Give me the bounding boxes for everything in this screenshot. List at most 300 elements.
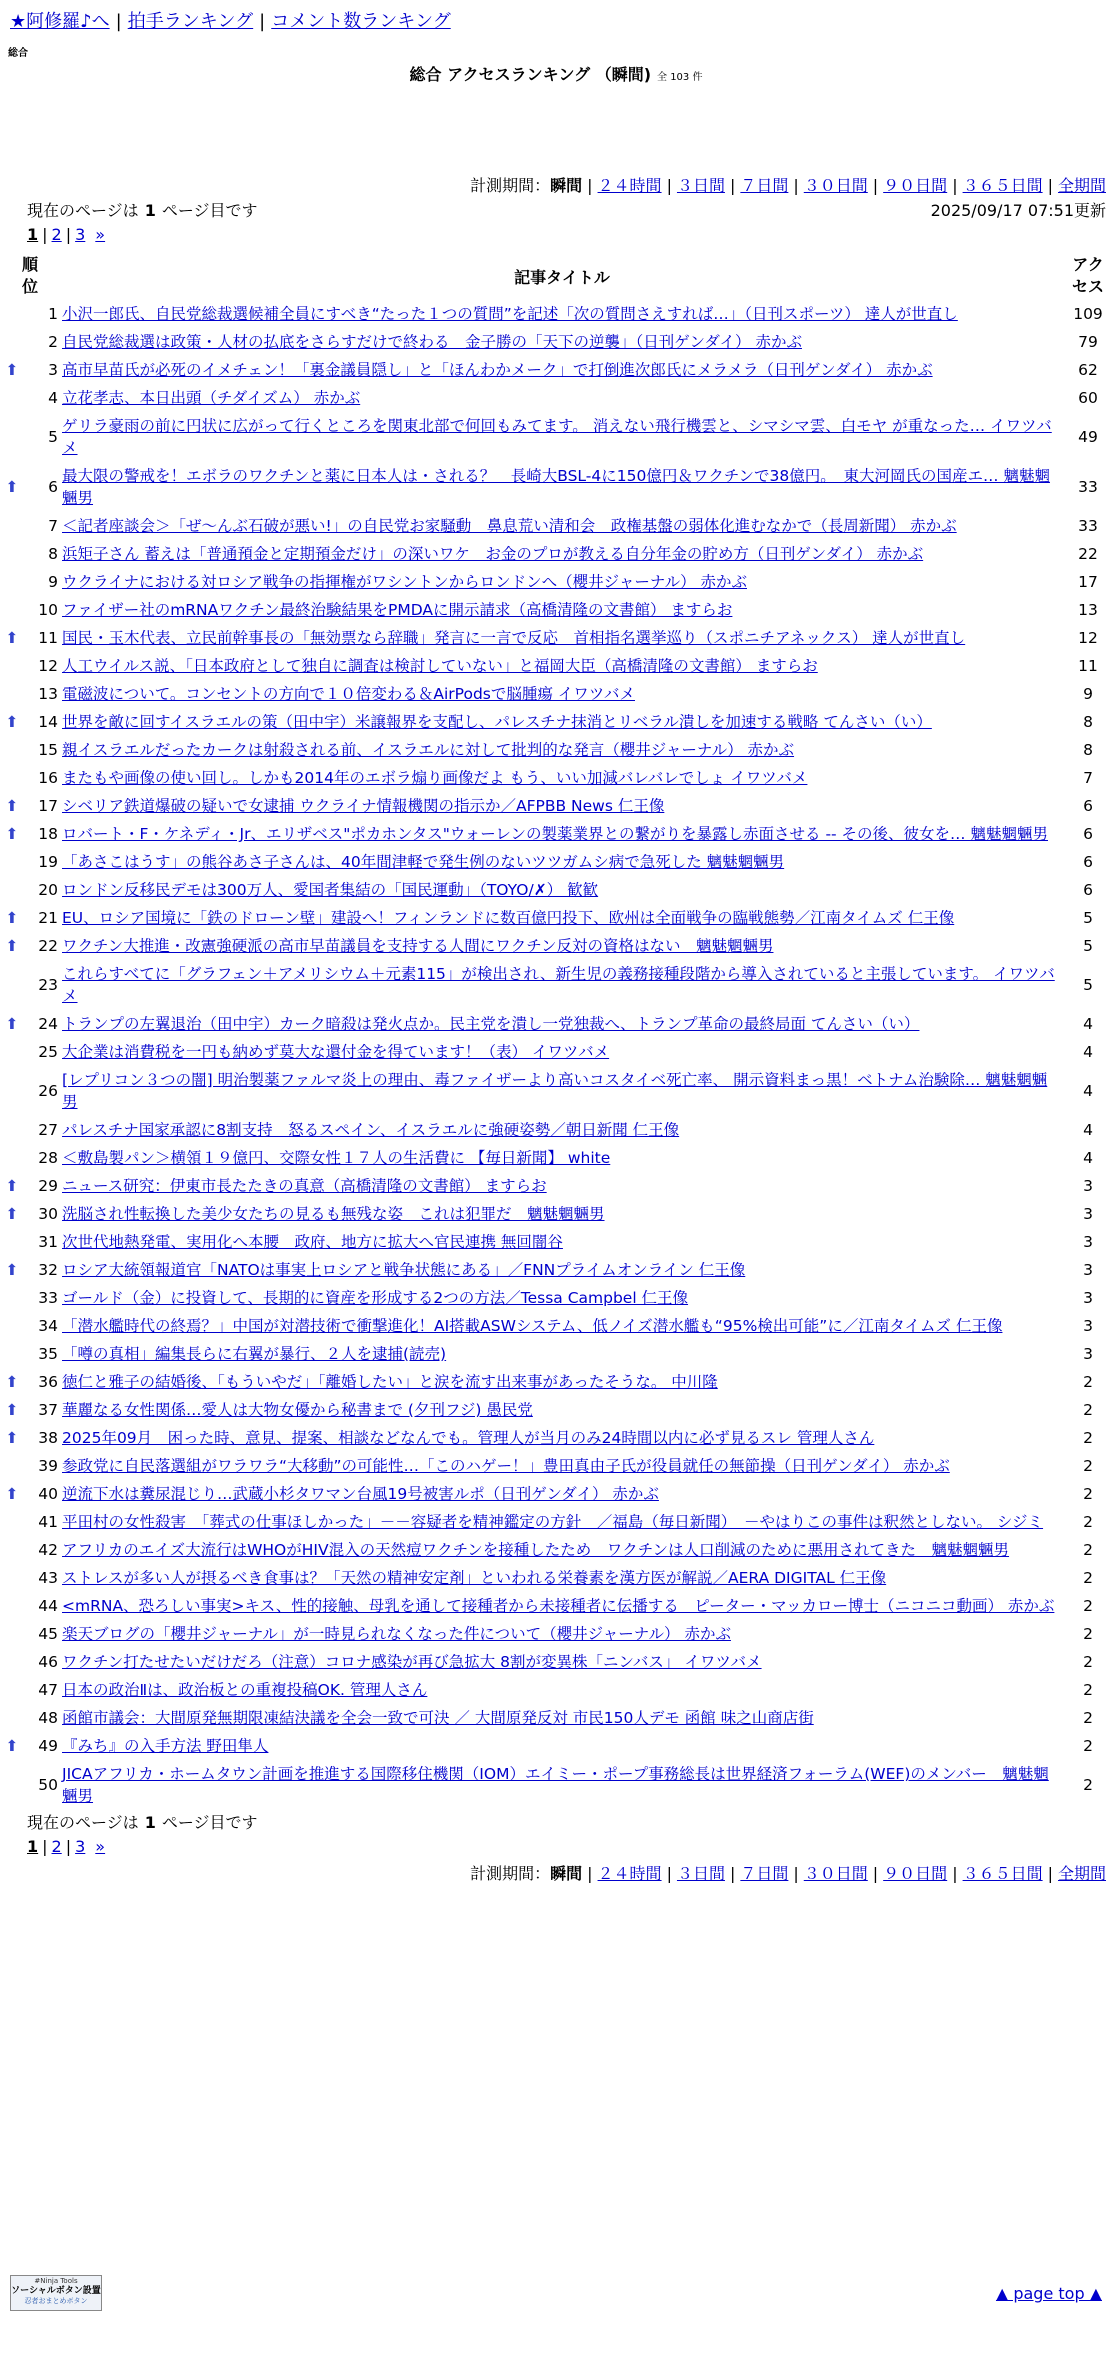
access-count-cell: 60: [1078, 389, 1098, 407]
rank-change-cell: [0, 462, 24, 512]
comment-ranking-link[interactable]: コメント数ランキング: [271, 11, 451, 32]
title-cell: [60, 1340, 1064, 1368]
rank-cell: 35: [38, 1345, 58, 1363]
title-cell: [60, 680, 1064, 708]
table-row: [0, 540, 1112, 568]
rank-cell: 48: [38, 1709, 58, 1727]
table-row: [0, 1066, 1112, 1116]
title-cell: [60, 384, 1064, 412]
access-count-cell: 49: [1078, 428, 1098, 446]
access-count-cell: 13: [1078, 601, 1098, 619]
table-header-row: [0, 252, 1112, 300]
article-title-link[interactable]: ファイザー社のmRNAワクチン最終治験結果をPMDAに開示請求（高橋清隆の文書館） ますらお: [62, 601, 733, 619]
access-count-cell: 2: [1083, 1401, 1093, 1419]
table-row: [0, 680, 1112, 708]
table-row: [0, 708, 1112, 736]
article-title-link[interactable]: ストレスが多い人が摂るべき食事は？「天然の精神安定剤」といわれる栄養素を漢方医が解説／AERA DIGITAL 仁王像: [62, 1569, 887, 1587]
access-count-cell: 3: [1083, 1289, 1093, 1307]
table-row: [0, 1424, 1112, 1452]
up-arrow-icon: ⬆: [5, 478, 19, 496]
separator: |: [587, 1864, 593, 1883]
access-count-cell: 8: [1083, 741, 1093, 759]
pager-next-link[interactable]: »: [95, 1837, 106, 1856]
separator: |: [42, 225, 48, 244]
rank-change-cell: [0, 328, 24, 356]
rank-cell: 29: [38, 1177, 58, 1195]
table-row: [0, 792, 1112, 820]
article-title-link[interactable]: ワクチン大推進・改憲強硬派の高市早苗議員を支持する人間にワクチン反対の資格はない 魑魅魍魎男: [62, 937, 774, 955]
rank-change-cell: [0, 1200, 24, 1228]
separator: |: [1047, 1864, 1053, 1883]
rank-change-cell: [0, 932, 24, 960]
title-cell: [60, 328, 1064, 356]
period-option-link[interactable]: ３０日間: [803, 1864, 868, 1883]
article-title-link[interactable]: 逆流下水は糞尿混じり…武蔵小杉タワマン台風19号被害ルポ（日刊ゲンダイ） 赤かぶ: [62, 1485, 659, 1503]
period-option-link[interactable]: 全期間: [1057, 1864, 1106, 1883]
title-cell: [60, 960, 1064, 1010]
rank-change-cell: [0, 736, 24, 764]
table-row: [0, 1732, 1112, 1760]
rank-cell: 39: [38, 1457, 58, 1475]
table-row: [0, 412, 1112, 462]
article-title-link[interactable]: ＜記者座談会＞「ぜ〜んぶ石破が悪い!」の自民党お家騒動 鼻息荒い清和会 政権基盤の弱体化進むなかで（長周新聞） 赤かぶ: [62, 517, 957, 535]
total-count: 全 103 件: [657, 72, 703, 83]
rank-change-cell: [0, 356, 24, 384]
article-title-link[interactable]: アフリカのエイズ大流行はWHOがHIV混入の天然痘ワクチンを接種したため ワクチンは人口削減のために悪用されてきた 魑魅魍魎男: [62, 1541, 1010, 1559]
rank-cell: 49: [38, 1737, 58, 1755]
article-title-link[interactable]: 華麗なる女性関係…愛人は大物女優から秘書まで (夕刊フジ) 愚民党: [62, 1401, 533, 1419]
article-title-link[interactable]: 国民・玉木代表、立民前幹事長の「無効票なら辞職」発言に一言で反応 首相指名選挙巡り（スポニチアネックス） 達人が世直し: [62, 629, 966, 647]
pager-page-link[interactable]: 2: [51, 1837, 62, 1856]
rank-change-cell: [0, 412, 24, 462]
table-row: [0, 1200, 1112, 1228]
table-row: [0, 652, 1112, 680]
table-row: [0, 904, 1112, 932]
up-arrow-icon: ⬆: [5, 361, 19, 379]
table-row: [0, 1368, 1112, 1396]
article-title-link[interactable]: 函館市議会：大間原発無期限凍結決議を全会一致で可決 ／ 大間原発反対 市民150人デモ 函館 味之山商店街: [62, 1709, 814, 1727]
rank-cell: 47: [38, 1681, 58, 1699]
access-count-cell: 6: [1083, 797, 1093, 815]
access-count-cell: 4: [1083, 1082, 1093, 1100]
badge-line1: #Ninja Tools: [34, 2277, 78, 2285]
article-title-link[interactable]: 浜矩子さん 蓄えは「普通預金と定期預金だけ」の深いワケ お金のプロが教える自分年金の貯め方（日刊ゲンダイ） 赤かぶ: [62, 545, 924, 563]
separator: |: [666, 1864, 672, 1883]
article-title-link[interactable]: 徳仁と雅子の結婚後、「もういやだ」「離婚したい」と涙を流す出来事があったそうな。 中川隆: [62, 1373, 718, 1391]
article-title-link[interactable]: 「潜水艦時代の終焉？」中国が対潜技術で衝撃進化！AI搭載ASWシステム、低ノイズ潜水艦も“95%検出可能”に／江南タイムズ 仁王像: [62, 1317, 1003, 1335]
up-arrow-icon: ⬆: [5, 1205, 19, 1223]
title-cell: [60, 412, 1064, 462]
table-row: [0, 1536, 1112, 1564]
home-link[interactable]: ★阿修羅♪へ: [10, 11, 110, 32]
title-cell: [60, 1010, 1064, 1038]
article-title-link[interactable]: 最大限の警戒を！エボラのワクチンと薬に日本人は・される？ 長崎大BSL-4に150億円＆ワクチンで38億円。 東大河岡氏の国産エ… 魑魅魍魎男: [62, 467, 1050, 507]
rank-cell: 16: [38, 769, 58, 787]
table-row: [0, 764, 1112, 792]
badge-line3: 忍者おまとめボタン: [24, 2297, 88, 2305]
rank-change-cell: [0, 1368, 24, 1396]
title-cell: [60, 1424, 1064, 1452]
rank-change-cell: [0, 1010, 24, 1038]
separator: |: [729, 1864, 736, 1883]
article-title-link[interactable]: [レプリコン３つの闇] 明治製薬ファルマ炎上の理由、毒ファイザーより高いコスタイベ死亡率、 開示資料まっ黒！ベトナム治験除… 魑魅魍魎男: [62, 1071, 1048, 1111]
period-option-link[interactable]: ３６５日間: [962, 1864, 1043, 1883]
up-arrow-icon: ⬆: [5, 825, 19, 843]
article-title-link[interactable]: 2025年09月 困った時、意見、提案、相談などなんでも。管理人が当月のみ24時間以内に必ず見るスレ 管理人さん: [62, 1429, 875, 1447]
article-title-link[interactable]: 自民党総裁選は政策・人材の払底をさらすだけで終わる 金子勝の「天下の逆襲」（日刊ゲンダイ） 赤かぶ: [62, 333, 802, 351]
access-count-cell: 4: [1083, 1015, 1093, 1033]
table-row: [0, 1648, 1112, 1676]
page-info-top: [27, 200, 258, 222]
page-top-link[interactable]: ▲ page top ▲: [995, 2284, 1102, 2303]
pager-current-page: 1: [27, 1837, 39, 1856]
title-cell: [60, 652, 1064, 680]
table-row: [0, 736, 1112, 764]
rank-change-cell: [0, 1340, 24, 1368]
period-option-link[interactable]: ３６５日間: [962, 176, 1043, 195]
access-count-cell: 12: [1078, 629, 1098, 647]
up-arrow-icon: ⬆: [5, 1485, 19, 1503]
rank-cell: 10: [38, 601, 58, 619]
article-title-link[interactable]: 電磁波について。コンセントの方向で１０倍変わる＆AirPodsで脳腫瘍 イワツバメ: [62, 685, 635, 703]
title-cell: [60, 1256, 1064, 1284]
access-count-cell: 33: [1078, 517, 1098, 535]
rank-cell: 42: [38, 1541, 58, 1559]
table-row: [0, 1172, 1112, 1200]
title-cell: [60, 876, 1064, 904]
table-row: [0, 1676, 1112, 1704]
access-count-cell: 17: [1078, 573, 1098, 591]
rank-change-cell: [0, 512, 24, 540]
access-count-cell: 3: [1083, 1233, 1093, 1251]
up-arrow-icon: ⬆: [5, 1401, 19, 1419]
access-count-cell: 22: [1078, 545, 1098, 563]
rank-cell: 26: [38, 1082, 58, 1100]
table-row: [0, 1284, 1112, 1312]
article-title-link[interactable]: 人工ウイルス説、「日本政府として独自に調査は検討していない」と福岡大臣（高橋清隆の文書館） ますらお: [62, 657, 818, 675]
table-row: [0, 462, 1112, 512]
up-arrow-icon: ⬆: [5, 909, 19, 927]
rank-cell: 32: [38, 1261, 58, 1279]
article-title-link[interactable]: EU、ロシア国境に「鉄のドローン壁」建設へ！フィンランドに数百億円投下、欧州は全面戦争の臨戦態勢／江南タイムズ 仁王像: [62, 909, 955, 927]
access-count-cell: 6: [1083, 825, 1093, 843]
access-count-cell: 9: [1083, 685, 1093, 703]
article-title-link[interactable]: ワクチン打たせたいだけだろ（注意）コロナ感染が再び急拡大 8割が変異株「ニンバス」 イワツバメ: [62, 1653, 762, 1671]
title-cell: [60, 1200, 1064, 1228]
pager-top: [27, 224, 105, 246]
rank-cell: 44: [38, 1597, 58, 1615]
rank-change-cell: [0, 1732, 24, 1760]
table-row: [0, 1038, 1112, 1066]
rank-cell: 5: [48, 428, 58, 446]
rank-change-cell: [0, 1144, 24, 1172]
table-row: [0, 1452, 1112, 1480]
page-title: 総合 アクセスランキング （瞬間): [409, 65, 652, 84]
article-title-link[interactable]: 「噂の真相」編集長らに右翼が暴行、２人を逮捕(読売): [62, 1345, 447, 1363]
title-cell: [60, 792, 1064, 820]
period-option-link[interactable]: ３日間: [676, 176, 725, 195]
up-arrow-icon: ⬆: [5, 1015, 19, 1033]
article-title-link[interactable]: <mRNA、恐ろしい事実>キス、性的接触、母乳を通して接種者から未接種者に伝播する ピーター・マッカロー博士（ニコニコ動画） 赤かぶ: [62, 1597, 1055, 1615]
separator: |: [793, 176, 799, 195]
title-cell: [60, 1066, 1064, 1116]
table-row: [0, 876, 1112, 904]
rank-cell: 7: [48, 517, 58, 535]
table-row: [0, 932, 1112, 960]
rank-cell: 30: [38, 1205, 58, 1223]
separator: |: [42, 1837, 48, 1856]
rank-cell: 1: [48, 305, 58, 323]
title-header: 記事タイトル: [514, 267, 610, 287]
header-text-line: セス: [1071, 277, 1104, 296]
article-title-link[interactable]: 楽天ブログの「櫻井ジャーナル」が一時見られなくなった件について（櫻井ジャーナル） 赤かぶ: [62, 1625, 731, 1643]
title-cell: [60, 1620, 1064, 1648]
rank-cell: 38: [38, 1429, 58, 1447]
up-arrow-icon: ⬆: [5, 797, 19, 815]
article-title-link[interactable]: またもや画像の使い回し。しかも2014年のエボラ煽り画像だよ もう、いい加減バレバレでしょ イワツバメ: [62, 769, 808, 787]
table-row: [0, 384, 1112, 412]
separator: |: [1047, 176, 1053, 195]
access-count-cell: 33: [1078, 478, 1098, 496]
table-row: [0, 1396, 1112, 1424]
table-row: [0, 624, 1112, 652]
table-row: [0, 848, 1112, 876]
article-title-link[interactable]: 平田村の女性殺害 「葬式の仕事ほしかった」－－容疑者を精神鑑定の方針 ／福島（毎日新聞） －やはりこの事件は釈然としない。 シジミ: [62, 1513, 1044, 1531]
article-title-link[interactable]: シベリア鉄道爆破の疑いで女逮捕 ウクライナ情報機関の指示か／AFPBB News 仁王像: [62, 797, 665, 815]
article-title-link[interactable]: 小沢一郎氏、自民党総裁選候補全員にすべき“たった１つの質問”を記述「次の質問さえすれば…」（日刊スポーツ） 達人が世直し: [62, 305, 958, 323]
rank-change-cell: [0, 1480, 24, 1508]
title-cell: [60, 568, 1064, 596]
pager-page-link[interactable]: 2: [51, 225, 62, 244]
ranking-table: [0, 252, 1112, 1810]
table-row: [0, 596, 1112, 624]
table-row: [0, 356, 1112, 384]
period-option-link[interactable]: 全期間: [1057, 176, 1106, 195]
article-title-link[interactable]: 日本の政治Ⅱは、政治板との重複投稿OK. 管理人さん: [62, 1681, 428, 1699]
rank-cell: 34: [38, 1317, 58, 1335]
access-count-cell: 2: [1083, 1653, 1093, 1671]
title-cell: [60, 356, 1064, 384]
rank-cell: 45: [38, 1625, 58, 1643]
article-title-link[interactable]: 立花孝志、本日出頭（チダイズム） 赤かぶ: [62, 389, 361, 407]
rank-cell: 23: [38, 976, 58, 994]
ranking-rows: [0, 300, 1112, 1810]
access-count-cell: 3: [1083, 1317, 1093, 1335]
article-title-link[interactable]: ロバート・F・ケネディ・Jr、エリザベス"ポカホンタス"ウォーレンの製薬業界との繋がりを暴露し赤面させる -- その後、彼女を… 魑魅魍魎男: [62, 825, 1048, 843]
article-title-link[interactable]: 親イスラエルだったカークは射殺される前、イスラエルに対して批判的な発言（櫻井ジャーナル） 赤かぶ: [62, 741, 795, 759]
access-count-cell: 2: [1083, 1776, 1093, 1794]
rank-cell: 27: [38, 1121, 58, 1139]
table-row: [0, 1592, 1112, 1620]
title-cell: [60, 1676, 1064, 1704]
article-title-link[interactable]: ロシア大統領報道官「NATOは事実上ロシアと戦争状態にある」／FNNプライムオンライン 仁王像: [62, 1261, 746, 1279]
rank-cell: 37: [38, 1401, 58, 1419]
title-cell: [60, 820, 1064, 848]
rank-change-cell: [0, 1536, 24, 1564]
category-label: 総合: [8, 48, 28, 59]
rank-change-cell: [0, 1620, 24, 1648]
title-cell: [60, 708, 1064, 736]
clap-ranking-link[interactable]: 拍手ランキング: [127, 11, 254, 32]
rank-change-cell: [0, 1066, 24, 1116]
up-arrow-icon: ⬆: [5, 629, 19, 647]
title-cell: [60, 904, 1064, 932]
article-title-link[interactable]: トランプの左翼退治（田中宇）カーク暗殺は発火点か。民主党を潰し一党独裁へ、トランプ革命の最終局面 てんさい（い）: [62, 1015, 920, 1033]
access-count-cell: 3: [1083, 1205, 1093, 1223]
pager-next-link[interactable]: »: [95, 225, 106, 244]
pager-page-link[interactable]: 3: [75, 1837, 86, 1856]
article-title-link[interactable]: 参政党に自民落選組がワラワラ“大移動”の可能性…「このハゲー！」豊田真由子氏が役員就任の無節操（日刊ゲンダイ） 赤かぶ: [62, 1457, 950, 1475]
header-text-line: 順: [21, 255, 38, 274]
period-option-link[interactable]: ２４時間: [597, 1864, 662, 1883]
table-row: [0, 820, 1112, 848]
rank-change-cell: [0, 1508, 24, 1536]
rank-change-cell: [0, 1564, 24, 1592]
rank-cell: 31: [38, 1233, 58, 1251]
title-cell: [60, 1284, 1064, 1312]
access-count-cell: 5: [1083, 909, 1093, 927]
title-cell: [60, 1592, 1064, 1620]
article-title-link[interactable]: 高市早苗氏が必死のイメチェン！「裏金議員隠し」と「ほんわかメーク」で打倒進次郎氏にメラメラ（日刊ゲンダイ） 赤かぶ: [62, 361, 933, 379]
access-count-cell: 2: [1083, 1597, 1093, 1615]
access-header: [1064, 252, 1112, 300]
title-cell: [60, 764, 1064, 792]
period-option-link[interactable]: ９０日間: [883, 1864, 948, 1883]
title-cell: [60, 1144, 1064, 1172]
access-count-cell: 62: [1078, 361, 1098, 379]
pager-current-page: 1: [27, 225, 39, 244]
article-title-link[interactable]: 洗脳され性転換した美少女たちの見るも無残な姿 これは犯罪だ 魑魅魍魎男: [62, 1205, 605, 1223]
period-option-link[interactable]: ３日間: [676, 1864, 725, 1883]
rank-cell: 36: [38, 1373, 58, 1391]
title-cell: [60, 1116, 1064, 1144]
title-cell: [60, 1760, 1064, 1810]
title-cell: [60, 1172, 1064, 1200]
rank-change-cell: [0, 1284, 24, 1312]
access-count-cell: 2: [1083, 1709, 1093, 1727]
title-cell: [60, 540, 1064, 568]
title-cell: [60, 1704, 1064, 1732]
rank-cell: 18: [38, 825, 58, 843]
period-option-link[interactable]: ９０日間: [883, 176, 948, 195]
separator: |: [115, 11, 122, 32]
rank-change-cell: [0, 1228, 24, 1256]
table-row: [0, 1480, 1112, 1508]
rank-cell: 20: [38, 881, 58, 899]
article-title-link[interactable]: 『みち』の入手方法 野田隼人: [62, 1737, 269, 1755]
rank-cell: 13: [38, 685, 58, 703]
rank-change-cell: [0, 540, 24, 568]
rank-cell: 25: [38, 1043, 58, 1061]
period-option-link[interactable]: ３０日間: [803, 176, 868, 195]
social-button-badge[interactable]: [10, 2275, 102, 2311]
table-row: [0, 1620, 1112, 1648]
rank-change-cell: [0, 1452, 24, 1480]
table-row: [0, 512, 1112, 540]
article-title-link[interactable]: 大企業は消費税を一円も納めず莫大な還付金を得ています！（表） イワツバメ: [62, 1043, 610, 1061]
article-title-link[interactable]: ゴールド（金）に投資して、長期的に資産を形成する2つの方法／Tessa Campbel 仁王像: [62, 1289, 689, 1307]
rank-change-cell: [0, 904, 24, 932]
period-option-link[interactable]: ７日間: [740, 176, 789, 195]
period-option-link[interactable]: ２４時間: [597, 176, 662, 195]
rank-change-cell: [0, 1038, 24, 1066]
rank-cell: 24: [38, 1015, 58, 1033]
article-title-link[interactable]: 次世代地熱発電、実用化へ本腰 政府、地方に拡大へ官民連携 無回闇谷: [62, 1233, 563, 1251]
rank-cell: 4: [48, 389, 58, 407]
article-title-link[interactable]: ウクライナにおける対ロシア戦争の指揮権がワシントンからロンドンへ（櫻井ジャーナル） 赤かぶ: [62, 573, 747, 591]
pager-page-link[interactable]: 3: [75, 225, 86, 244]
rank-change-cell: [0, 384, 24, 412]
rank-cell: 11: [38, 629, 58, 647]
access-count-cell: 11: [1078, 657, 1098, 675]
article-title-link[interactable]: ゲリラ豪雨の前に円状に広がって行くところを関東北部で何回もみてます。 消えない飛行機雲と、シマシマ雲、白モヤ が重なった… イワツバメ: [62, 417, 1052, 457]
rank-cell: 17: [38, 797, 58, 815]
article-title-link[interactable]: パレスチナ国家承認に8割支持 怒るスペイン、イスラエルに強硬姿勢／朝日新聞 仁王像: [62, 1121, 680, 1139]
separator: |: [952, 1864, 958, 1883]
up-arrow-icon: ⬆: [5, 1429, 19, 1447]
title-cell: [60, 932, 1064, 960]
article-title-link[interactable]: JICAアフリカ・ホームタウン計画を推進する国際移住機関（IOM）エイミー・ポープ事務総長は世界経済フォーラム(WEF)のメンバー 魑魅魍魎男: [62, 1765, 1049, 1805]
access-count-cell: 2: [1083, 1457, 1093, 1475]
separator: |: [793, 1864, 799, 1883]
table-row: [0, 1228, 1112, 1256]
pager-bottom: [27, 1836, 105, 1858]
current-page-number: 1: [144, 201, 156, 220]
period-current: 瞬間: [550, 176, 583, 195]
title-cell: [60, 596, 1064, 624]
access-count-cell: 79: [1078, 333, 1098, 351]
access-count-cell: 4: [1083, 1121, 1093, 1139]
article-title-link[interactable]: 「あさこはうす」の熊谷あさ子さんは、40年間津軽で発生例のないツツガムシ病で急死した 魑魅魍魎男: [62, 853, 785, 871]
rank-change-cell: [0, 1704, 24, 1732]
rank-change-cell: [0, 680, 24, 708]
table-row: [0, 300, 1112, 328]
table-row: [0, 1010, 1112, 1038]
page-title-row: [0, 62, 1112, 85]
access-count-cell: 6: [1083, 853, 1093, 871]
access-count-cell: 2: [1083, 1373, 1093, 1391]
rank-change-cell: [0, 1116, 24, 1144]
access-count-cell: 7: [1083, 769, 1093, 787]
rank-cell: 28: [38, 1149, 58, 1167]
rank-change-cell: [0, 1396, 24, 1424]
access-count-cell: 2: [1083, 1513, 1093, 1531]
separator: |: [65, 225, 72, 244]
rank-change-cell: [0, 1256, 24, 1284]
period-option-link[interactable]: ７日間: [740, 1864, 789, 1883]
article-title-link[interactable]: ロンドン反移民デモは300万人、愛国者集結の「国民運動」（TOYO/✗） 歓歓: [62, 881, 599, 899]
access-count-cell: 3: [1083, 1261, 1093, 1279]
article-title-link[interactable]: ニュース研究：伊東市長たたきの真意（高橋清隆の文書館） ますらお: [62, 1177, 547, 1195]
separator: |: [952, 176, 958, 195]
article-title-link[interactable]: これらすべてに「グラフェン＋アメリシウム＋元素115」が検出され、新生児の義務接種段階から導入されていると主張しています。 イワツバメ: [62, 965, 1055, 1005]
rank-change-cell: [0, 876, 24, 904]
period-label: 計測期間：: [470, 1864, 551, 1883]
rank-change-cell: [0, 652, 24, 680]
rank-cell: 33: [38, 1289, 58, 1307]
title-cell: [60, 624, 1064, 652]
article-title-link[interactable]: 世界を敵に回すイスラエルの策（田中宇）米譲報界を支配し、パレスチナ抹消とリベラル潰しを加速する戦略 てんさい（い）: [62, 713, 932, 731]
table-row: [0, 1760, 1112, 1810]
access-count-cell: 2: [1083, 1429, 1093, 1447]
header-text-line: アク: [1072, 255, 1104, 274]
rank-cell: 19: [38, 853, 58, 871]
article-title-link[interactable]: ＜敷島製パン＞横領１９億円、交際女性１７人の生活費に 【毎日新聞】 white: [62, 1149, 611, 1167]
access-count-cell: 4: [1083, 1043, 1093, 1061]
title-cell: [60, 1368, 1064, 1396]
title-cell: [60, 848, 1064, 876]
table-row: [0, 1116, 1112, 1144]
